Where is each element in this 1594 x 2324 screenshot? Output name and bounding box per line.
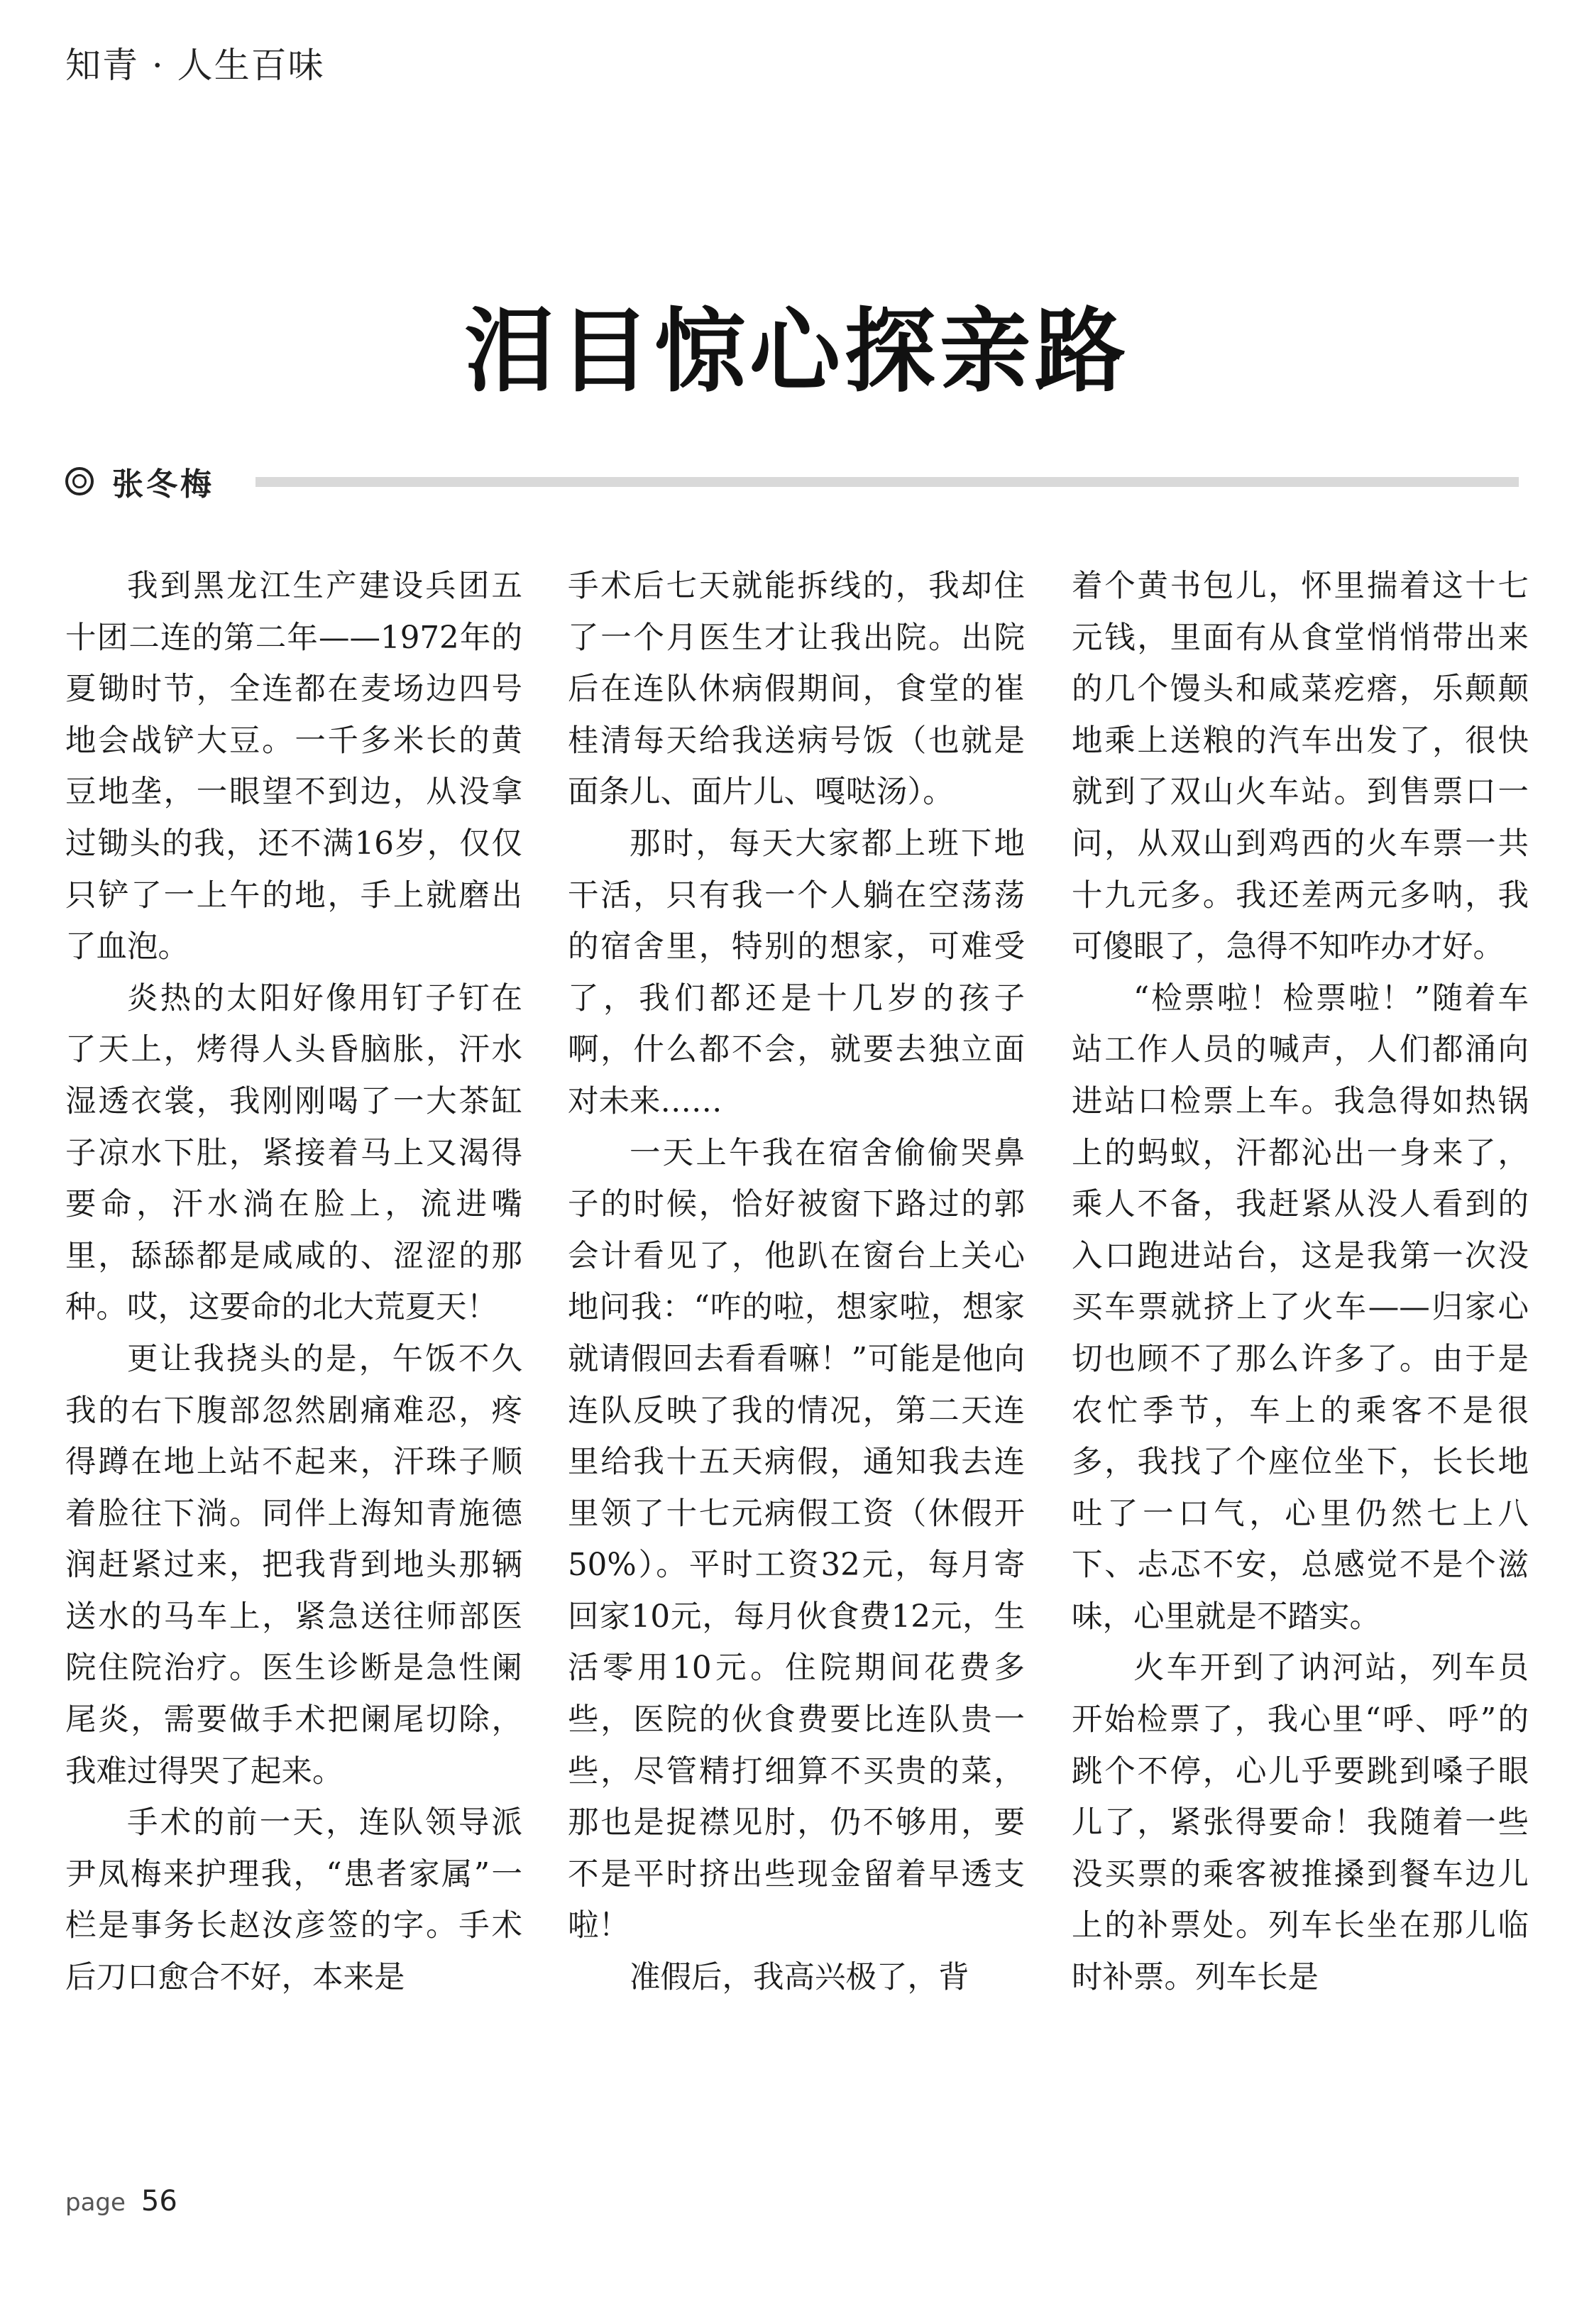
- paragraph-continuation: 手术后七天就能拆线的，我却住了一个月医生才让我出院。出院后在连队休病假期间，食堂的崔桂清每天给我送病号饭（也就是面条儿、面片儿、嘎哒汤）。: [568, 569, 1025, 811]
- article-title: 泪目惊心探亲路: [463, 299, 1130, 405]
- article-column-3: [1072, 561, 1529, 2004]
- bullseye-icon: [65, 467, 94, 495]
- paragraph: 更让我挠头的是，午饭不久我的右下腹部忽然剧痛难忍，疼得蹲在地上站不起来，汗珠子顺着脸往下淌。同伴上海知青施德润赶紧过来，把我背到地头那辆送水的马车上，紧急送往师部医院住院治疗。医生诊断是急性阑尾炎，需要做手术把阑尾切除，我难过得哭了起来。: [65, 1341, 522, 1789]
- article-column-2: [568, 561, 1025, 2004]
- paragraph: 炎热的太阳好像用钉子钉在了天上，烤得人头昏脑胀，汗水湿透衣裳，我刚刚喝了一大茶缸子凉水下肚，紧接着马上又渴得要命，汗水淌在脸上，流进嘴里，舔舔都是咸咸的、涩涩的那种。哎，这要命的北大荒夏天！: [65, 980, 522, 1326]
- byline: [65, 460, 214, 503]
- page-label: page: [65, 2188, 126, 2217]
- paragraph: 我到黑龙江生产建设兵团五十团二连的第二年——1972年的夏锄时节，全连都在麦场边四号地会战铲大豆。一千多米长的黄豆地垄，一眼望不到边，从没拿过锄头的我，还不满16岁，仅仅只铲了一上午的地，手上就磨出了血泡。: [65, 569, 522, 965]
- page-number: 56: [141, 2185, 177, 2218]
- paragraph: 准假后，我高兴极了，背: [630, 1960, 969, 1996]
- section-label: 知青 · 人生百味: [65, 45, 325, 86]
- byline-divider: [255, 477, 1519, 487]
- page-footer: [65, 2185, 177, 2222]
- paragraph-continuation: 着个黄书包儿，怀里揣着这十七元钱，里面有从食堂悄悄带出来的几个馒头和咸菜疙瘩，乐颠颠地乘上送粮的汽车出发了，很快就到了双山火车站。到售票口一问，从双山到鸡西的火车票一共十九元多。我还差两元多呐，我可傻眼了，急得不知咋办才好。: [1072, 569, 1529, 965]
- article-column-1: [65, 561, 522, 2004]
- paragraph: 那时，每天大家都上班下地干活，只有我一个人躺在空荡荡的宿舍里，特别的想家，可难受了，我们都还是十几岁的孩子啊，什么都不会，就要去独立面对未来……: [568, 826, 1025, 1119]
- paragraph: 手术的前一天，连队领导派尹凤梅来护理我，“患者家属”一栏是事务长赵汝彦签的字。手术后刀口愈合不好，本来是: [65, 1805, 522, 1996]
- author-name: 张冬梅: [112, 466, 214, 503]
- paragraph: 火车开到了讷河站，列车员开始检票了，我心里“呼、呼”的跳个不停，心儿乎要跳到嗓子眼儿了，紧张得要命！我随着一些没买票的乘客被推搡到餐车边儿上的补票处。列车长坐在那儿临时补票。列车长是: [1072, 1650, 1529, 1996]
- paragraph: “检票啦！检票啦！”随着车站工作人员的喊声，人们都涌向进站口检票上车。我急得如热锅上的蚂蚁，汗都沁出一身来了，乘人不备，我赶紧从没人看到的入口跑进站台，这是我第一次没买车票就挤上了火车——归家心切也顾不了那么许多了。由于是农忙季节，车上的乘客不是很多，我找了个座位坐下，长长地吐了一口气，心里仍然七上八下、忐忑不安，总感觉不是个滋味，心里就是不踏实。: [1072, 980, 1529, 1635]
- paragraph: 一天上午我在宿舍偷偷哭鼻子的时候，恰好被窗下路过的郭会计看见了，他趴在窗台上关心地问我：“咋的啦，想家啦，想家就请假回去看看嘛！”可能是他向连队反映了我的情况，第二天连里给我十五天病假，通知我去连里领了十七元病假工资（休假开50%）。平时工资32元，每月寄回家10元，每月伙食费12元，生活零用10元。住院期间花费多些，医院的伙食费要比连队贵一些，尽管精打细算不买贵的菜，那也是捉襟见肘，仍不够用，要不是平时挤出些现金留着早透支啦！: [568, 1135, 1025, 1944]
